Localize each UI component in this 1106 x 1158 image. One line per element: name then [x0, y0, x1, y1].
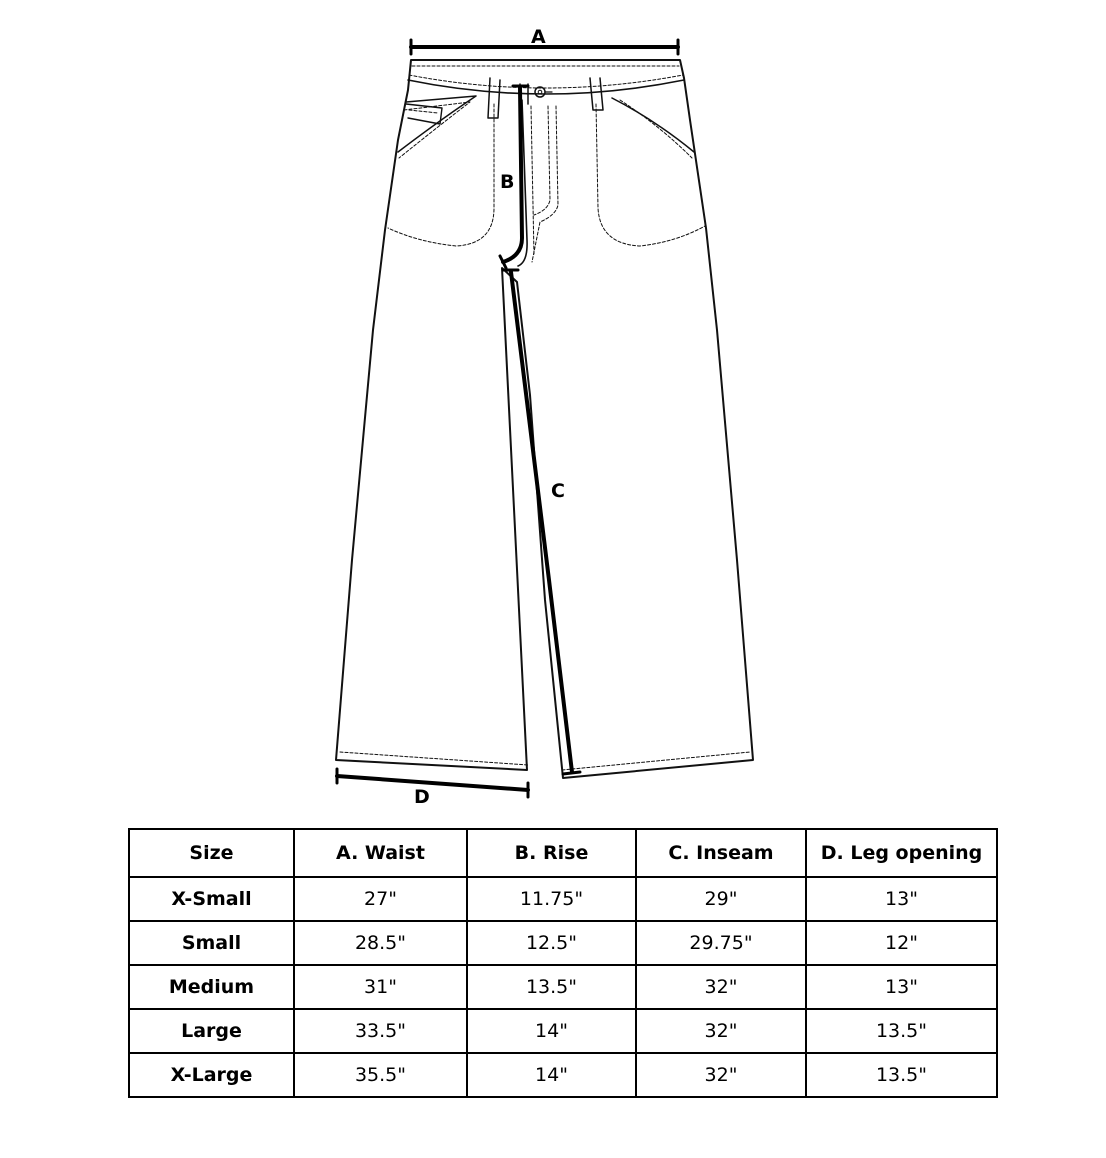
size-cell: X-Small	[129, 877, 294, 921]
waist-cell: 33.5"	[294, 1009, 467, 1053]
inseam-cell: 32"	[636, 1053, 806, 1097]
header-leg-opening: D. Leg opening	[806, 829, 997, 877]
table-row	[129, 877, 997, 921]
hem-right-stitch	[562, 752, 750, 770]
table-row	[129, 1053, 997, 1097]
inseam-cell: 32"	[636, 965, 806, 1009]
rise-cell: 12.5"	[467, 921, 636, 965]
leg-opening-cell: 13.5"	[806, 1009, 997, 1053]
table-row	[129, 1009, 997, 1053]
label-d: D	[414, 786, 430, 808]
rise-cell: 14"	[467, 1053, 636, 1097]
inseam-cell: 32"	[636, 1009, 806, 1053]
label-a: A	[531, 26, 546, 48]
waist-cell: 28.5"	[294, 921, 467, 965]
waist-cell: 35.5"	[294, 1053, 467, 1097]
rise-cell: 14"	[467, 1009, 636, 1053]
size-chart-table	[128, 828, 998, 1098]
waistband-stitch-bottom	[409, 75, 683, 88]
fly-seam	[532, 106, 558, 262]
leg-opening-cell: 13"	[806, 877, 997, 921]
header-size: Size	[129, 829, 294, 877]
leg-opening-cell: 13"	[806, 965, 997, 1009]
header-row	[129, 829, 997, 877]
button	[535, 87, 545, 97]
inseam-cell: 29"	[636, 877, 806, 921]
pocket-bag-left	[388, 104, 494, 246]
size-cell: Small	[129, 921, 294, 965]
inseam-cell: 29.75"	[636, 921, 806, 965]
pocket-bag-right	[596, 104, 705, 246]
table-row	[129, 921, 997, 965]
header-rise: B. Rise	[467, 829, 636, 877]
label-b: B	[500, 171, 515, 193]
leg-opening-cell: 12"	[806, 921, 997, 965]
rise-cell: 13.5"	[467, 965, 636, 1009]
size-cell: X-Large	[129, 1053, 294, 1097]
waist-cell: 31"	[294, 965, 467, 1009]
measure-line-d	[337, 776, 528, 790]
size-cell: Large	[129, 1009, 294, 1053]
rise-cell: 11.75"	[467, 877, 636, 921]
leg-opening-cell: 13.5"	[806, 1053, 997, 1097]
label-c: C	[551, 480, 565, 502]
coin-pocket	[406, 104, 442, 124]
waist-cell: 27"	[294, 877, 467, 921]
pocket-right	[612, 98, 694, 152]
pants-outline	[336, 60, 753, 778]
measure-line-c	[511, 272, 572, 772]
hem-left-stitch	[340, 752, 528, 765]
header-waist: A. Waist	[294, 829, 467, 877]
header-inseam: C. Inseam	[636, 829, 806, 877]
table-row	[129, 965, 997, 1009]
size-cell: Medium	[129, 965, 294, 1009]
